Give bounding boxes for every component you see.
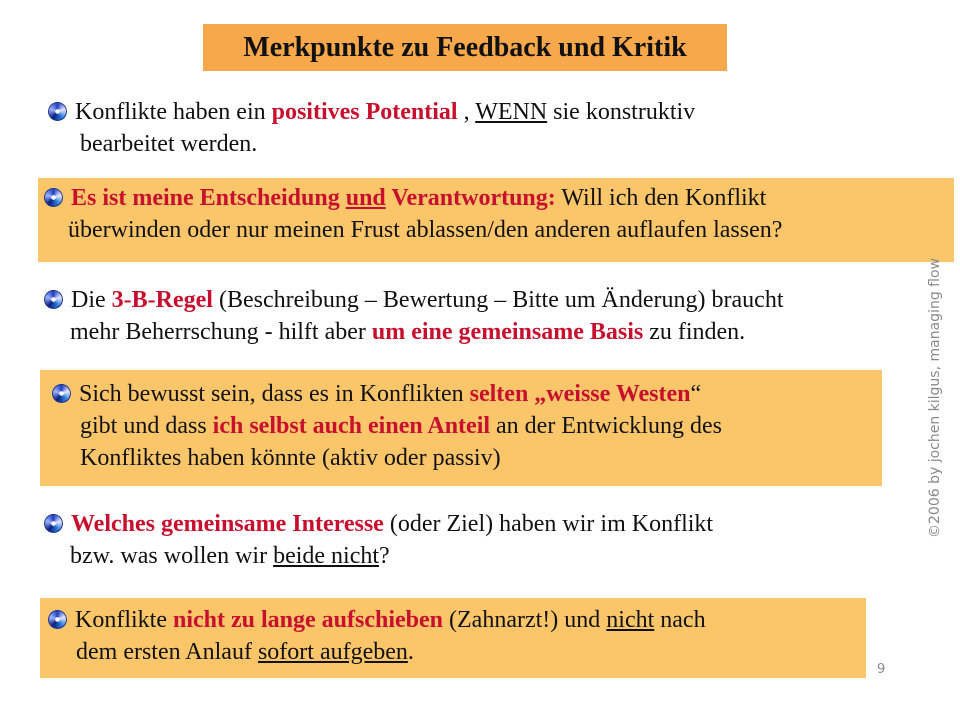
text-line: überwinden oder nur meinen Frust ablassen/den anderen auflaufen lassen? — [68, 217, 783, 243]
text: (Zahnarzt!) und — [443, 607, 607, 633]
text: . — [407, 639, 414, 665]
text: Konflikte — [75, 607, 173, 633]
slide-title-text: Merkpunkte zu Feedback und Kritik — [243, 31, 687, 63]
text: bzw. was wollen wir — [70, 543, 274, 569]
point-3b-rule — [44, 284, 783, 348]
emphasis-text: positives Potential — [271, 99, 458, 125]
emphasis-underlined-text: und — [345, 185, 386, 211]
text: “ — [690, 381, 702, 407]
text: mehr Beherrschung - hilft aber — [70, 319, 372, 345]
slide-title — [203, 24, 727, 71]
underlined-text: nicht — [606, 607, 655, 633]
emphasis-text: selten „weisse Westen — [469, 381, 691, 407]
spiral-bullet-icon — [44, 188, 63, 207]
underlined-text: beide nicht — [273, 543, 380, 569]
emphasis-text: Verantwortung: — [385, 185, 556, 211]
point-common-interest — [44, 508, 713, 572]
text: gibt und dass — [80, 413, 213, 439]
text: zu finden. — [643, 319, 746, 345]
text-line: bearbeitet werden. — [80, 131, 258, 157]
text: Sich bewusst sein, dass es in Konflikten — [79, 381, 470, 407]
emphasis-text: nicht zu lange aufschieben — [172, 607, 444, 633]
page-number: 9 — [877, 662, 886, 677]
point-decision-responsibility — [38, 178, 954, 262]
text: Die — [71, 287, 112, 313]
spiral-bullet-icon — [48, 610, 67, 629]
emphasis-text: 3-B-Regel — [111, 287, 213, 313]
emphasis-text: um eine gemeinsame Basis — [371, 319, 644, 345]
spiral-bullet-icon — [48, 102, 67, 121]
point-white-vests — [40, 370, 882, 486]
text: nach — [654, 607, 706, 633]
text: dem ersten Anlauf — [76, 639, 258, 665]
text: , — [457, 99, 476, 125]
text: an der Entwicklung des — [490, 413, 722, 439]
point-dont-postpone — [40, 598, 866, 678]
text: sie konstruktiv — [547, 99, 696, 125]
emphasis-text: Welches gemeinsame Interesse — [71, 511, 384, 537]
text: ? — [379, 543, 390, 569]
text: (Beschreibung – Bewertung – Bitte um Änderung) braucht — [212, 287, 784, 313]
copyright-watermark: ©2006 by jochen kilgus, managing flow — [927, 258, 943, 538]
spiral-bullet-icon — [52, 384, 71, 403]
underlined-text: sofort aufgeben — [257, 639, 408, 665]
emphasis-text: Es ist meine Entscheidung — [71, 185, 346, 211]
text: Konflikte haben ein — [75, 99, 272, 125]
emphasis-text: ich selbst auch einen Anteil — [212, 413, 491, 439]
text-line: Konfliktes haben könnte (aktiv oder passiv) — [80, 445, 501, 471]
underlined-text: WENN — [475, 99, 548, 125]
text: (oder Ziel) haben wir im Konflikt — [383, 511, 714, 537]
point-positive-potential — [48, 96, 695, 160]
spiral-bullet-icon — [44, 290, 63, 309]
spiral-bullet-icon — [44, 514, 63, 533]
text: Will ich den Konflikt — [555, 185, 767, 211]
